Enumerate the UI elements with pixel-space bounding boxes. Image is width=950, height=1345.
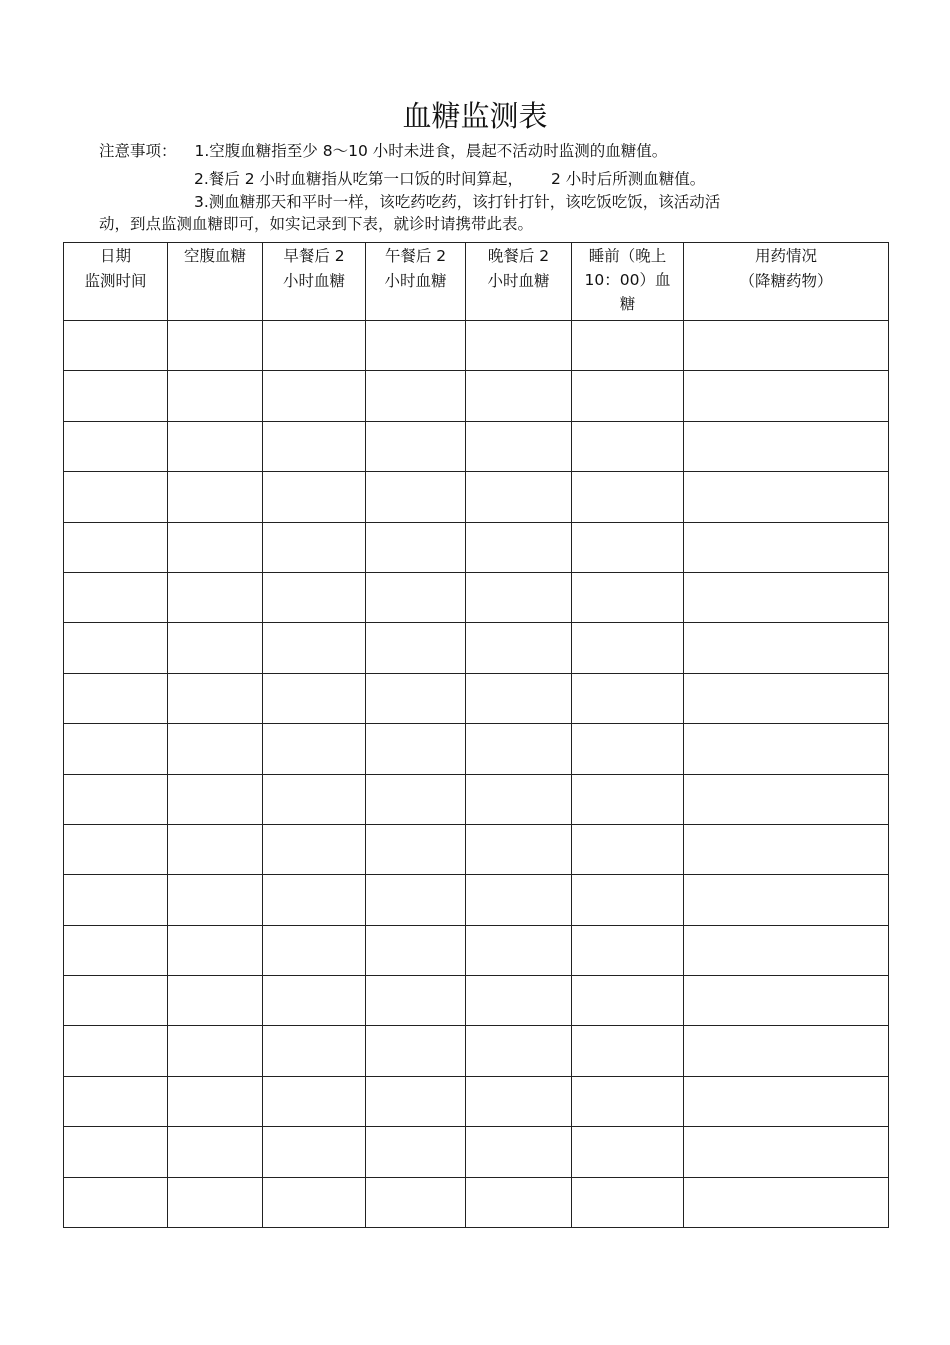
table-cell[interactable] xyxy=(684,824,889,874)
table-cell[interactable] xyxy=(64,1127,168,1177)
table-row xyxy=(64,724,889,774)
table-cell[interactable] xyxy=(684,925,889,975)
table-cell[interactable] xyxy=(64,321,168,371)
table-cell[interactable] xyxy=(572,673,684,723)
table-cell[interactable] xyxy=(466,1076,572,1126)
table-cell[interactable] xyxy=(64,976,168,1026)
table-cell[interactable] xyxy=(366,472,466,522)
table-header-row xyxy=(64,243,889,321)
table-cell[interactable] xyxy=(684,1127,889,1177)
table-cell[interactable] xyxy=(168,875,263,925)
table-cell[interactable] xyxy=(263,321,366,371)
table-row xyxy=(64,371,889,421)
table-cell[interactable] xyxy=(572,321,684,371)
table-cell[interactable] xyxy=(684,774,889,824)
table-row xyxy=(64,925,889,975)
table-cell[interactable] xyxy=(466,1026,572,1076)
header-after-lunch: 午餐后 2 小时血糖 xyxy=(366,243,466,321)
table-cell[interactable] xyxy=(64,673,168,723)
table-cell[interactable] xyxy=(366,724,466,774)
table-cell[interactable] xyxy=(466,724,572,774)
table-cell[interactable] xyxy=(263,774,366,824)
header-medication: 用药情况 （降糖药物） xyxy=(684,243,889,321)
table-cell[interactable] xyxy=(64,371,168,421)
table-cell[interactable] xyxy=(64,1026,168,1076)
table-cell[interactable] xyxy=(64,472,168,522)
table-cell[interactable] xyxy=(572,623,684,673)
table-cell[interactable] xyxy=(168,824,263,874)
header-date-time: 日期 监测时间 xyxy=(64,243,168,321)
table-cell[interactable] xyxy=(168,724,263,774)
table-cell[interactable] xyxy=(684,472,889,522)
table-cell[interactable] xyxy=(366,976,466,1026)
note-item-2b: 2 小时后所测血糖值。 xyxy=(551,170,706,188)
table-cell[interactable] xyxy=(684,572,889,622)
table-cell[interactable] xyxy=(168,976,263,1026)
table-row xyxy=(64,472,889,522)
table-cell[interactable] xyxy=(366,1026,466,1076)
table-cell[interactable] xyxy=(572,522,684,572)
table-cell[interactable] xyxy=(168,371,263,421)
table-cell[interactable] xyxy=(366,673,466,723)
notes-line-1 xyxy=(99,140,667,162)
table-row xyxy=(64,824,889,874)
table-cell[interactable] xyxy=(168,1177,263,1227)
table-cell[interactable] xyxy=(168,623,263,673)
notes-line-2 xyxy=(194,168,705,190)
table-row xyxy=(64,1177,889,1227)
table-row xyxy=(64,875,889,925)
note-item-3b: 动，到点监测血糖即可，如实记录到下表，就诊时请携带此表。 xyxy=(99,215,534,233)
table-cell[interactable] xyxy=(366,572,466,622)
table-cell[interactable] xyxy=(572,1127,684,1177)
table-cell[interactable] xyxy=(684,321,889,371)
header-fasting-glucose: 空腹血糖 xyxy=(168,243,263,321)
table-cell[interactable] xyxy=(572,724,684,774)
header-after-breakfast: 早餐后 2 小时血糖 xyxy=(263,243,366,321)
table-cell[interactable] xyxy=(466,522,572,572)
table-cell[interactable] xyxy=(366,522,466,572)
table-cell[interactable] xyxy=(684,522,889,572)
table-cell[interactable] xyxy=(64,1076,168,1126)
table-cell[interactable] xyxy=(168,774,263,824)
table-row xyxy=(64,976,889,1026)
table-cell[interactable] xyxy=(572,875,684,925)
header-bedtime: 睡前（晚上 10：00）血 糖 xyxy=(572,243,684,321)
table-cell[interactable] xyxy=(366,875,466,925)
table-row xyxy=(64,522,889,572)
note-item-2a: 2.餐后 2 小时血糖指从吃第一口饭的时间算起， xyxy=(194,170,524,188)
table-cell[interactable] xyxy=(684,421,889,471)
table-cell[interactable] xyxy=(466,976,572,1026)
table-row xyxy=(64,321,889,371)
table-cell[interactable] xyxy=(263,421,366,471)
table-cell[interactable] xyxy=(466,623,572,673)
table-cell[interactable] xyxy=(168,572,263,622)
table-cell[interactable] xyxy=(168,1127,263,1177)
table-cell[interactable] xyxy=(168,1076,263,1126)
table-cell[interactable] xyxy=(572,1026,684,1076)
table-cell[interactable] xyxy=(572,976,684,1026)
table-row xyxy=(64,1127,889,1177)
table-row xyxy=(64,1026,889,1076)
table-row xyxy=(64,774,889,824)
table-cell[interactable] xyxy=(263,371,366,421)
table-cell[interactable] xyxy=(263,522,366,572)
table-cell[interactable] xyxy=(366,371,466,421)
table-cell[interactable] xyxy=(466,1127,572,1177)
table-cell[interactable] xyxy=(572,925,684,975)
table-cell[interactable] xyxy=(466,321,572,371)
table-cell[interactable] xyxy=(684,976,889,1026)
table-cell[interactable] xyxy=(64,925,168,975)
table-cell[interactable] xyxy=(263,976,366,1026)
table-cell[interactable] xyxy=(263,724,366,774)
table-row xyxy=(64,673,889,723)
table-cell[interactable] xyxy=(263,623,366,673)
table-cell[interactable] xyxy=(684,1177,889,1227)
table-cell[interactable] xyxy=(572,472,684,522)
table-cell[interactable] xyxy=(168,925,263,975)
table-cell[interactable] xyxy=(168,321,263,371)
table-cell[interactable] xyxy=(64,774,168,824)
table-cell[interactable] xyxy=(263,925,366,975)
table-cell[interactable] xyxy=(366,1177,466,1227)
table-cell[interactable] xyxy=(684,1076,889,1126)
table-cell[interactable] xyxy=(366,623,466,673)
table-cell[interactable] xyxy=(263,1177,366,1227)
table-cell[interactable] xyxy=(64,522,168,572)
table-cell[interactable] xyxy=(466,925,572,975)
table-cell[interactable] xyxy=(263,875,366,925)
header-after-dinner: 晚餐后 2 小时血糖 xyxy=(466,243,572,321)
table-cell[interactable] xyxy=(466,673,572,723)
table-cell[interactable] xyxy=(684,875,889,925)
page-title: 血糖监测表 xyxy=(402,99,548,133)
table-cell[interactable] xyxy=(263,572,366,622)
table-row xyxy=(64,1076,889,1126)
table-cell[interactable] xyxy=(263,1026,366,1076)
table-cell[interactable] xyxy=(263,472,366,522)
table-cell[interactable] xyxy=(366,774,466,824)
table-cell[interactable] xyxy=(684,1026,889,1076)
table-cell[interactable] xyxy=(466,824,572,874)
table-cell[interactable] xyxy=(466,875,572,925)
table-cell[interactable] xyxy=(572,371,684,421)
table-cell[interactable] xyxy=(168,522,263,572)
table-cell[interactable] xyxy=(64,824,168,874)
table-cell[interactable] xyxy=(572,774,684,824)
table-cell[interactable] xyxy=(263,824,366,874)
table-row xyxy=(64,572,889,622)
table-cell[interactable] xyxy=(572,421,684,471)
table-row xyxy=(64,421,889,471)
note-item-3a: 3.测血糖那天和平时一样，该吃药吃药，该打针打针，该吃饭吃饭，该活动活 xyxy=(194,193,721,211)
table-cell[interactable] xyxy=(466,572,572,622)
table-cell[interactable] xyxy=(466,421,572,471)
table-cell[interactable] xyxy=(684,724,889,774)
table-cell[interactable] xyxy=(466,774,572,824)
table-cell[interactable] xyxy=(572,824,684,874)
table-cell[interactable] xyxy=(64,724,168,774)
table-cell[interactable] xyxy=(466,371,572,421)
glucose-log-table xyxy=(63,242,889,1228)
table-cell[interactable] xyxy=(64,572,168,622)
table-cell[interactable] xyxy=(684,371,889,421)
table-cell[interactable] xyxy=(168,421,263,471)
table-cell[interactable] xyxy=(572,1177,684,1227)
table-cell[interactable] xyxy=(572,572,684,622)
table-cell[interactable] xyxy=(366,824,466,874)
table-cell[interactable] xyxy=(366,1127,466,1177)
table-cell[interactable] xyxy=(684,623,889,673)
table-cell[interactable] xyxy=(366,321,466,371)
table-cell[interactable] xyxy=(466,472,572,522)
table-cell[interactable] xyxy=(366,421,466,471)
table-cell[interactable] xyxy=(572,1076,684,1126)
table-cell[interactable] xyxy=(64,421,168,471)
table-row xyxy=(64,623,889,673)
table-cell[interactable] xyxy=(263,673,366,723)
table-cell[interactable] xyxy=(263,1076,366,1126)
table-cell[interactable] xyxy=(64,1177,168,1227)
table-cell[interactable] xyxy=(466,1177,572,1227)
table-cell[interactable] xyxy=(64,875,168,925)
table-cell[interactable] xyxy=(684,673,889,723)
table-cell[interactable] xyxy=(168,673,263,723)
note-item-1: 1.空腹血糖指至少 8～10 小时未进食，晨起不活动时监测的血糖值。 xyxy=(194,142,668,160)
table-cell[interactable] xyxy=(64,623,168,673)
table-cell[interactable] xyxy=(366,1076,466,1126)
table-cell[interactable] xyxy=(168,472,263,522)
table-cell[interactable] xyxy=(263,1127,366,1177)
notes-label: 注意事项： xyxy=(99,142,177,160)
table-cell[interactable] xyxy=(366,925,466,975)
table-cell[interactable] xyxy=(168,1026,263,1076)
